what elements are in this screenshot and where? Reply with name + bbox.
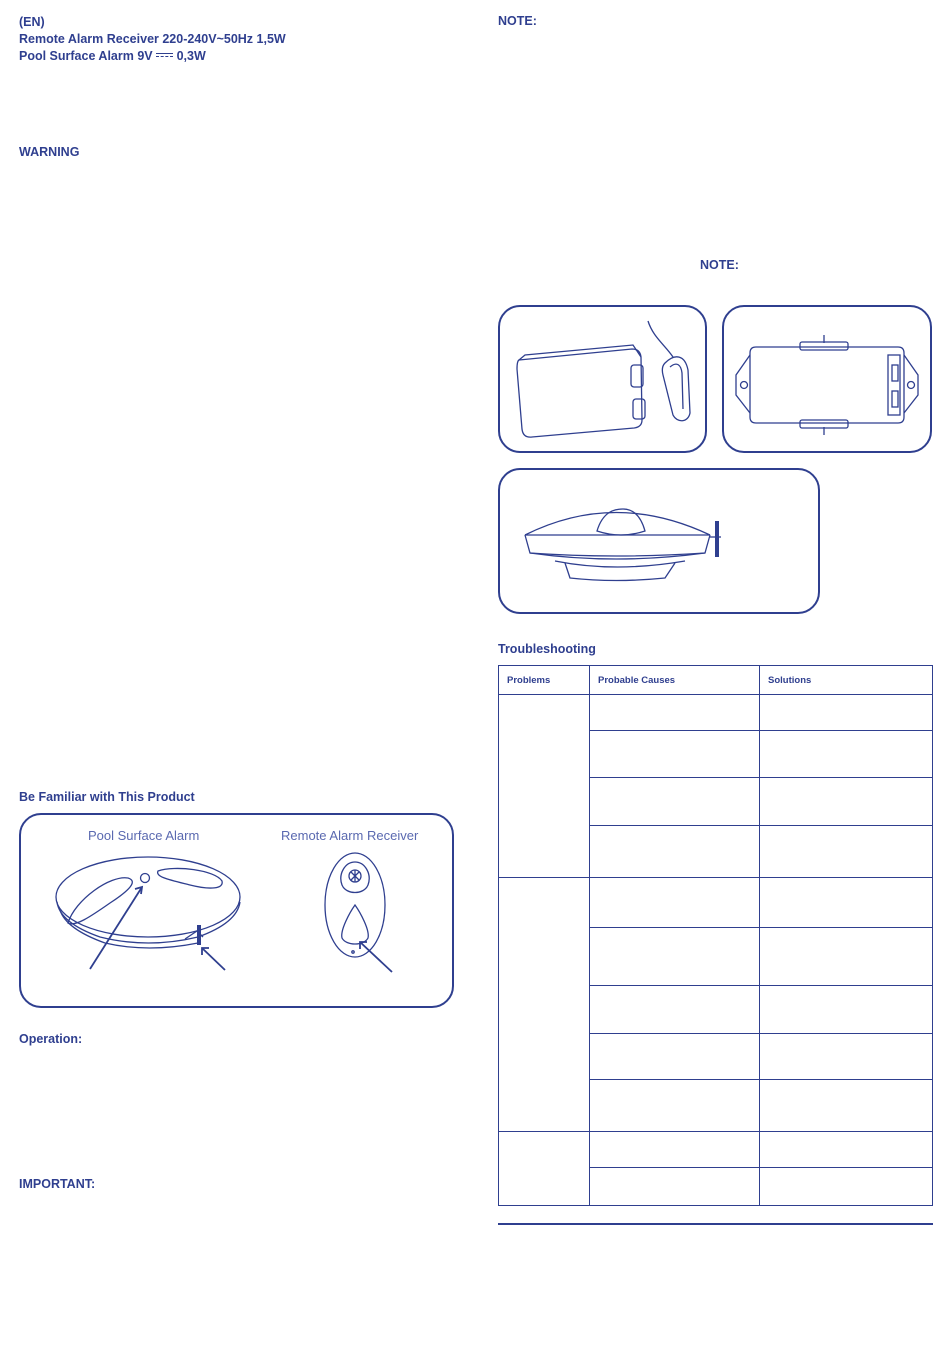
operation-heading: Operation: [19,1032,83,1046]
cause-cell [590,731,760,778]
warning-heading: WARNING [19,145,80,159]
solution-cell [760,878,933,928]
problem-cell [499,878,590,1132]
table-row [499,695,933,731]
remote-receiver-drawing [320,850,410,975]
solution-cell [760,986,933,1034]
surface-rating-suffix: 0,3W [176,49,206,63]
table-row [499,878,933,928]
solution-cell [760,826,933,878]
cause-cell [590,928,760,986]
note-heading-2: NOTE: [700,258,739,272]
problem-cell [499,1132,590,1206]
table-header-row [499,666,933,695]
header-problems: Problems [499,666,590,695]
cause-cell [590,826,760,878]
surface-rating-prefix: Pool Surface Alarm 9V [19,49,153,63]
cause-cell [590,695,760,731]
solution-cell [760,1168,933,1206]
battery-compartment-drawing [728,325,926,440]
remote-receiver-label: Remote Alarm Receiver [281,828,419,843]
surface-alarm-side-drawing [515,495,730,590]
cause-cell [590,878,760,928]
pool-surface-alarm-drawing [40,845,260,975]
header-solutions: Solutions [760,666,933,695]
solution-cell [760,695,933,731]
familiar-heading: Be Familiar with This Product [19,790,195,804]
solution-cell [760,1034,933,1080]
surface-alarm-rating [19,48,286,65]
solution-cell [760,731,933,778]
language-code: (EN) [19,15,45,29]
cause-cell [590,1132,760,1168]
section-divider [498,1223,933,1225]
note-heading-1: NOTE: [498,14,537,28]
solution-cell [760,1132,933,1168]
solution-cell [760,778,933,826]
cause-cell [590,1168,760,1206]
dc-symbol-icon [156,53,173,57]
pool-surface-label: Pool Surface Alarm [88,828,200,843]
spec-header [19,14,286,65]
receiver-device-drawing [505,315,700,445]
cause-cell [590,778,760,826]
receiver-rating: Remote Alarm Receiver 220-240V~50Hz 1,5W [19,32,286,46]
important-heading: IMPORTANT: [19,1177,96,1191]
troubleshooting-heading: Troubleshooting [498,642,596,656]
cause-cell [590,1080,760,1132]
cause-cell [590,1034,760,1080]
problem-cell [499,695,590,878]
header-probable-causes: Probable Causes [590,666,760,695]
solution-cell [760,1080,933,1132]
solution-cell [760,928,933,986]
cause-cell [590,986,760,1034]
troubleshooting-table [498,665,933,1206]
table-row [499,1132,933,1168]
